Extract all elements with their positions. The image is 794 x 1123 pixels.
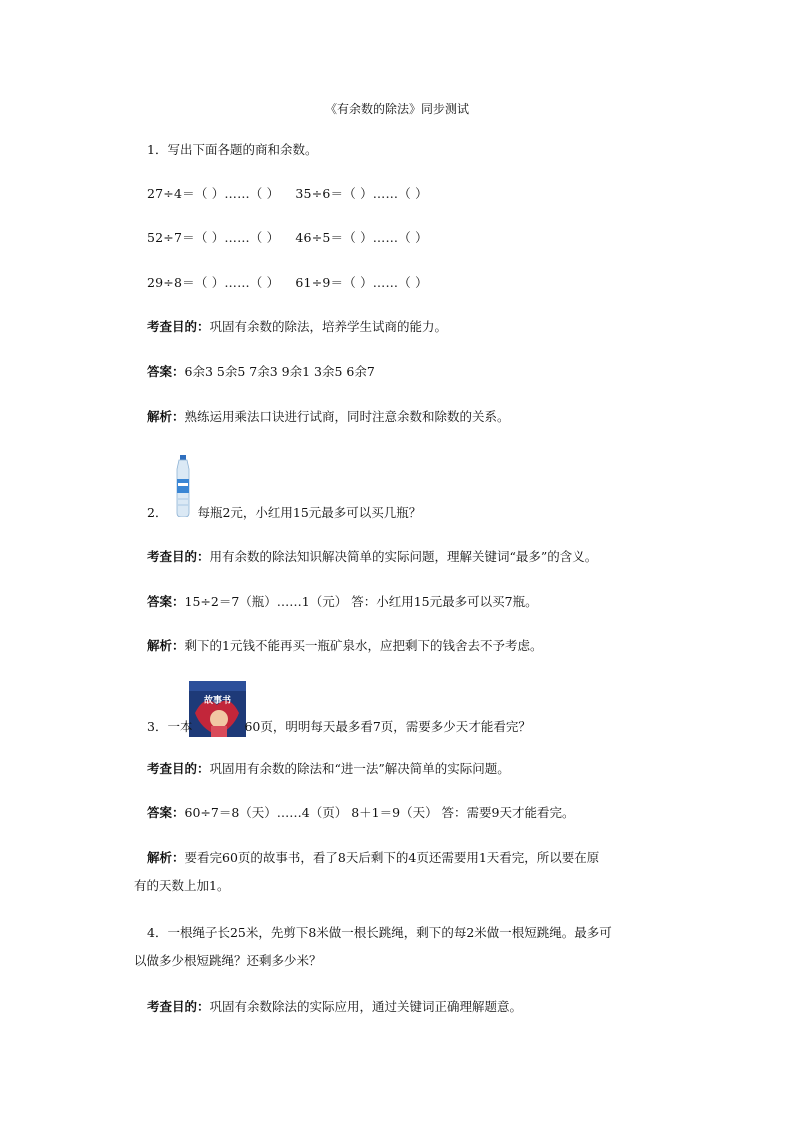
q3-purpose-label: 考查目的： (147, 761, 210, 776)
q1-row-3 (147, 274, 428, 292)
q1-purpose (147, 318, 447, 336)
q2-purpose-label: 考查目的： (147, 549, 210, 564)
q4-stem-line-1: 4．一根绳子长25米，先剪下8米做一根长跳绳，剩下的每2米做一根短跳绳。最多可 (147, 925, 612, 940)
q4-purpose-text: 巩固有余数除法的实际应用，通过关键词正确理解题意。 (209, 999, 523, 1014)
q1-row-1-b: 35÷6＝（ ）……（ ） (295, 186, 428, 201)
book-cover-title: 故事书 (203, 696, 232, 706)
page-title: 《有余数的除法》同步测试 (324, 102, 469, 116)
q2-prefix: 2． (147, 505, 168, 520)
q1-row-2-b: 46÷5＝（ ）……（ ） (295, 230, 428, 245)
q2-analysis-label: 解析： (147, 638, 185, 653)
q1-answer (147, 363, 375, 381)
q2-stem (147, 504, 421, 522)
q2-stem-text: 每瓶2元，小红用15元最多可以买几瓶？ (197, 505, 422, 520)
q2-answer-label: 答案： (147, 594, 185, 609)
q1-answer-text: 6余3 5余5 7余3 9余1 3余5 6余7 (184, 364, 375, 379)
q1-purpose-label: 考查目的： (147, 319, 210, 334)
q3-analysis-text-1: 要看完60页的故事书，看了8天后剩下的4页还需要用1天看完，所以要在原 (184, 850, 600, 865)
q1-analysis-text: 熟练运用乘法口诀进行试商，同时注意余数和除数的关系。 (184, 409, 510, 424)
q3-answer-text: 60÷7＝8（天）……4（页） 8＋1＝9（天） 答：需要9天才能看完。 (184, 805, 575, 820)
q2-answer (147, 593, 538, 611)
q3-analysis-line-2: 有的天数上加1。 (134, 878, 230, 893)
q3-purpose (147, 760, 510, 778)
q3-stem-text: 60页，明明每天最多看7页，需要多少天才能看完？ (244, 719, 531, 734)
q1-row-2 (147, 229, 428, 247)
q2-analysis (147, 637, 542, 655)
q3-stem (147, 718, 531, 736)
q3-answer-label: 答案： (147, 805, 185, 820)
q3-analysis-label: 解析： (147, 850, 185, 865)
q4-purpose-label: 考查目的： (147, 999, 210, 1014)
q4-purpose (147, 998, 522, 1016)
q1-analysis (147, 408, 510, 426)
q3-prefix: 3．一本 (147, 719, 193, 734)
q3-answer (147, 804, 575, 822)
q2-analysis-text: 剩下的1元钱不能再买一瓶矿泉水，应把剩下的钱舍去不予考虑。 (184, 638, 543, 653)
q2-purpose-text: 用有余数的除法知识解决简单的实际问题，理解关键词“最多”的含义。 (209, 549, 598, 564)
q1-answer-label: 答案： (147, 364, 185, 379)
q1-stem: 1．写出下面各题的商和余数。 (147, 142, 318, 157)
q1-row-2-a: 52÷7＝（ ）……（ ） (147, 230, 280, 245)
q3-analysis-line-1 (147, 849, 599, 867)
q1-row-3-b: 61÷9＝（ ）……（ ） (295, 275, 428, 290)
q1-row-3-a: 29÷8＝（ ）……（ ） (147, 275, 280, 290)
q2-purpose (147, 548, 597, 566)
q2-answer-text: 15÷2＝7（瓶）……1（元） 答：小红用15元最多可以买7瓶。 (184, 594, 538, 609)
q1-row-1 (147, 185, 428, 203)
q1-analysis-label: 解析： (147, 409, 185, 424)
q1-row-1-a: 27÷4＝（ ）……（ ） (147, 186, 280, 201)
q4-stem-line-2: 以做多少根短跳绳？还剩多少米？ (134, 953, 322, 968)
q3-purpose-text: 巩固用有余数的除法和“进一法”解决简单的实际问题。 (209, 761, 510, 776)
q1-purpose-text: 巩固有余数的除法，培养学生试商的能力。 (209, 319, 448, 334)
